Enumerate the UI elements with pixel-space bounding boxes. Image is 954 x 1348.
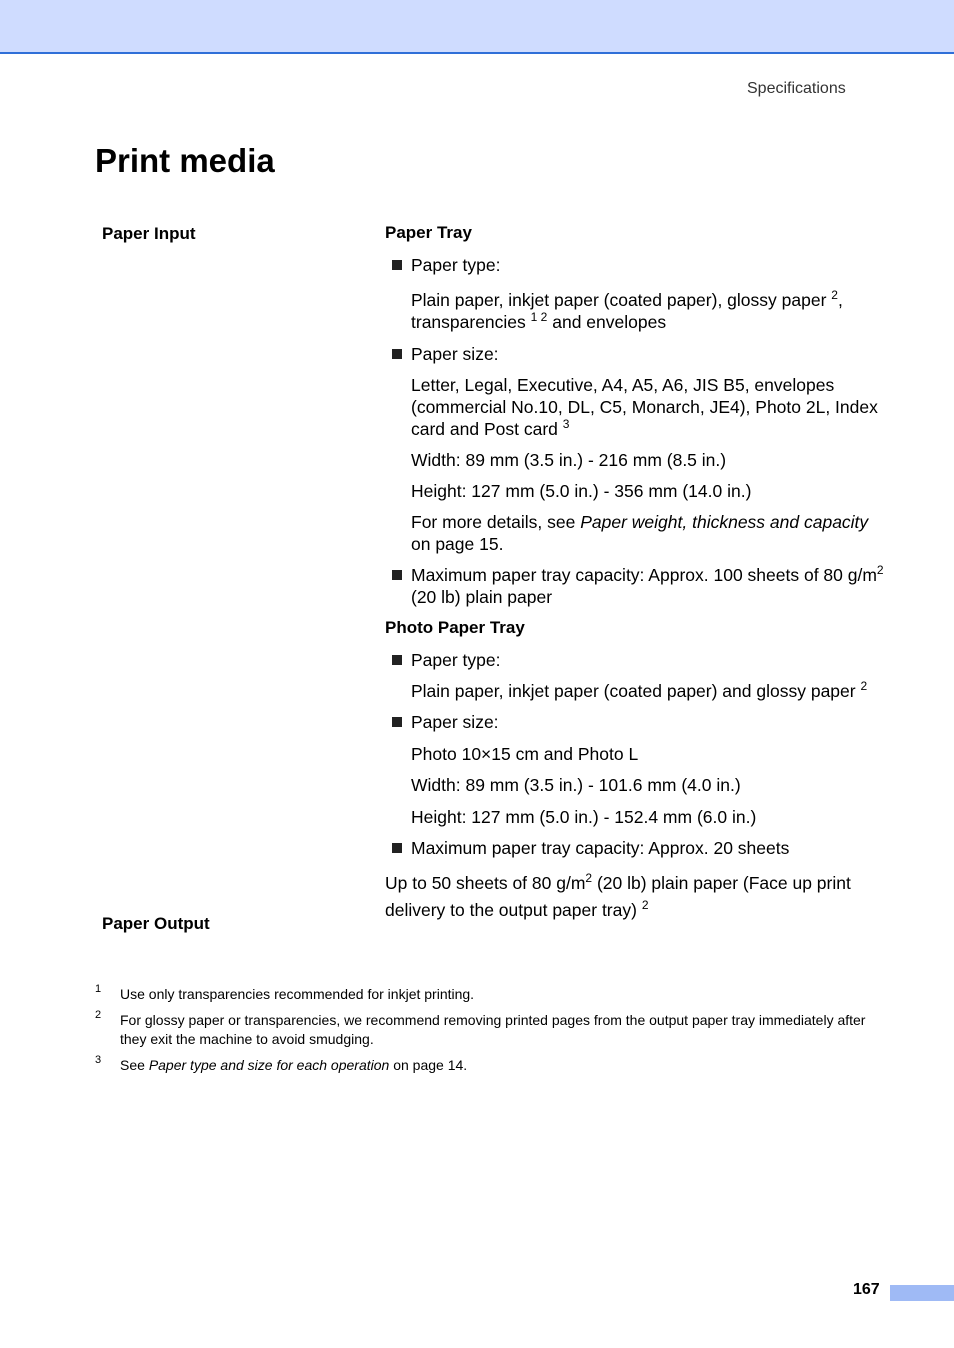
footnotes [95, 985, 885, 1082]
footnote-text: For glossy paper or transparencies, we recommend removing printed pages from the output paper tray immediately after they exit the machine to avoid smudging. [120, 1012, 866, 1047]
paper-tray-size-text [385, 374, 885, 440]
bullet-square-icon [392, 717, 402, 727]
footnote-reference: Paper type and size for each operation [148, 1057, 390, 1073]
page-title: Print media [95, 142, 275, 179]
paper-type-label: Paper type: [411, 650, 501, 670]
photo-tray-size-text: Photo 10×15 cm and Photo L [411, 744, 639, 764]
paper-tray-width: Width: 89 mm (3.5 in.) - 216 mm (8.5 in.) [411, 450, 727, 470]
bullet-square-icon [392, 843, 402, 853]
type-comma: , [837, 290, 843, 310]
paper-tray-type-text [385, 289, 885, 333]
footnote-2 [95, 1011, 885, 1049]
output-text: Up to 50 sheets of 80 g/m [385, 873, 586, 893]
footnote-ref: 2 [641, 898, 649, 913]
bullet-square-icon [392, 570, 402, 580]
paper-size-label: Paper size: [411, 344, 499, 364]
page-tab [890, 1285, 954, 1301]
footnote-number: 3 [95, 1054, 102, 1066]
superscript: 2 [876, 563, 884, 578]
section-label: Specifications [747, 80, 846, 97]
paper-output-text [385, 870, 885, 924]
paper-output-label: Paper Output [102, 914, 210, 933]
paper-tray-height: Height: 127 mm (5.0 in.) - 356 mm (14.0 in.) [411, 481, 752, 501]
photo-tray-height: Height: 127 mm (5.0 in.) - 152.4 mm (6.0 in.) [411, 807, 757, 827]
capacity-text: Maximum paper tray capacity: Approx. 20 sheets [411, 838, 790, 858]
photo-tray-width: Width: 89 mm (3.5 in.) - 101.6 mm (4.0 in.) [411, 775, 741, 795]
bullet-square-icon [392, 260, 402, 270]
footnote-ref: 2 [860, 679, 868, 694]
paper-tray-type [385, 254, 885, 276]
footnote-text: See [120, 1057, 149, 1073]
paper-tray-details [385, 511, 885, 555]
output-text: (20 lb) plain paper (Face up print delivery to the output paper tray) [385, 873, 851, 920]
photo-tray-size [385, 711, 885, 733]
paper-tray-heading: Paper Tray [385, 223, 472, 242]
footnote-ref: 1 2 [530, 310, 548, 325]
paper-input-label: Paper Input [102, 224, 196, 243]
spec-content [385, 222, 885, 924]
footnote-text: Use only transparencies recommended for inkjet printing. [120, 986, 475, 1002]
paper-type-label: Paper type: [411, 255, 501, 275]
type-text: transparencies [411, 312, 526, 332]
photo-tray-capacity [385, 837, 885, 859]
page-number: 167 [853, 1281, 880, 1298]
bullet-square-icon [392, 349, 402, 359]
footnote-number: 2 [95, 1009, 102, 1021]
type-text: Plain paper, inkjet paper (coated paper) and glossy paper [411, 681, 856, 701]
photo-tray-type [385, 649, 885, 671]
type-text: and envelopes [552, 312, 667, 332]
photo-tray-type-text [385, 680, 885, 702]
capacity-text: Maximum paper tray capacity: Approx. 100 sheets of 80 g/m [411, 565, 877, 585]
footnote-ref: 2 [831, 288, 838, 303]
details-text: For more details, see [411, 512, 581, 532]
footnote-number: 1 [95, 983, 102, 995]
header-band [0, 0, 954, 54]
paper-tray-size [385, 343, 885, 365]
paper-tray-capacity [385, 564, 885, 608]
capacity-text: (20 lb) plain paper [411, 587, 553, 607]
details-reference: Paper weight, thickness and capacity [580, 512, 869, 532]
paper-size-label: Paper size: [411, 712, 499, 732]
size-text: Letter, Legal, Executive, A4, A5, A6, JIS B5, envelopes (commercial No.10, DL, C5, Monarch, JE4), Photo 2L, Index card and Post card [411, 375, 878, 439]
photo-tray-heading: Photo Paper Tray [385, 618, 525, 637]
details-text: on page 15. [411, 534, 504, 554]
footnote-text: on page 14. [389, 1057, 468, 1073]
bullet-square-icon [392, 655, 402, 665]
superscript: 2 [585, 871, 593, 886]
footnote-1 [95, 985, 885, 1004]
footnote-3 [95, 1056, 885, 1075]
type-text: Plain paper, inkjet paper (coated paper), glossy paper [411, 290, 827, 310]
footnote-ref: 3 [562, 417, 570, 432]
